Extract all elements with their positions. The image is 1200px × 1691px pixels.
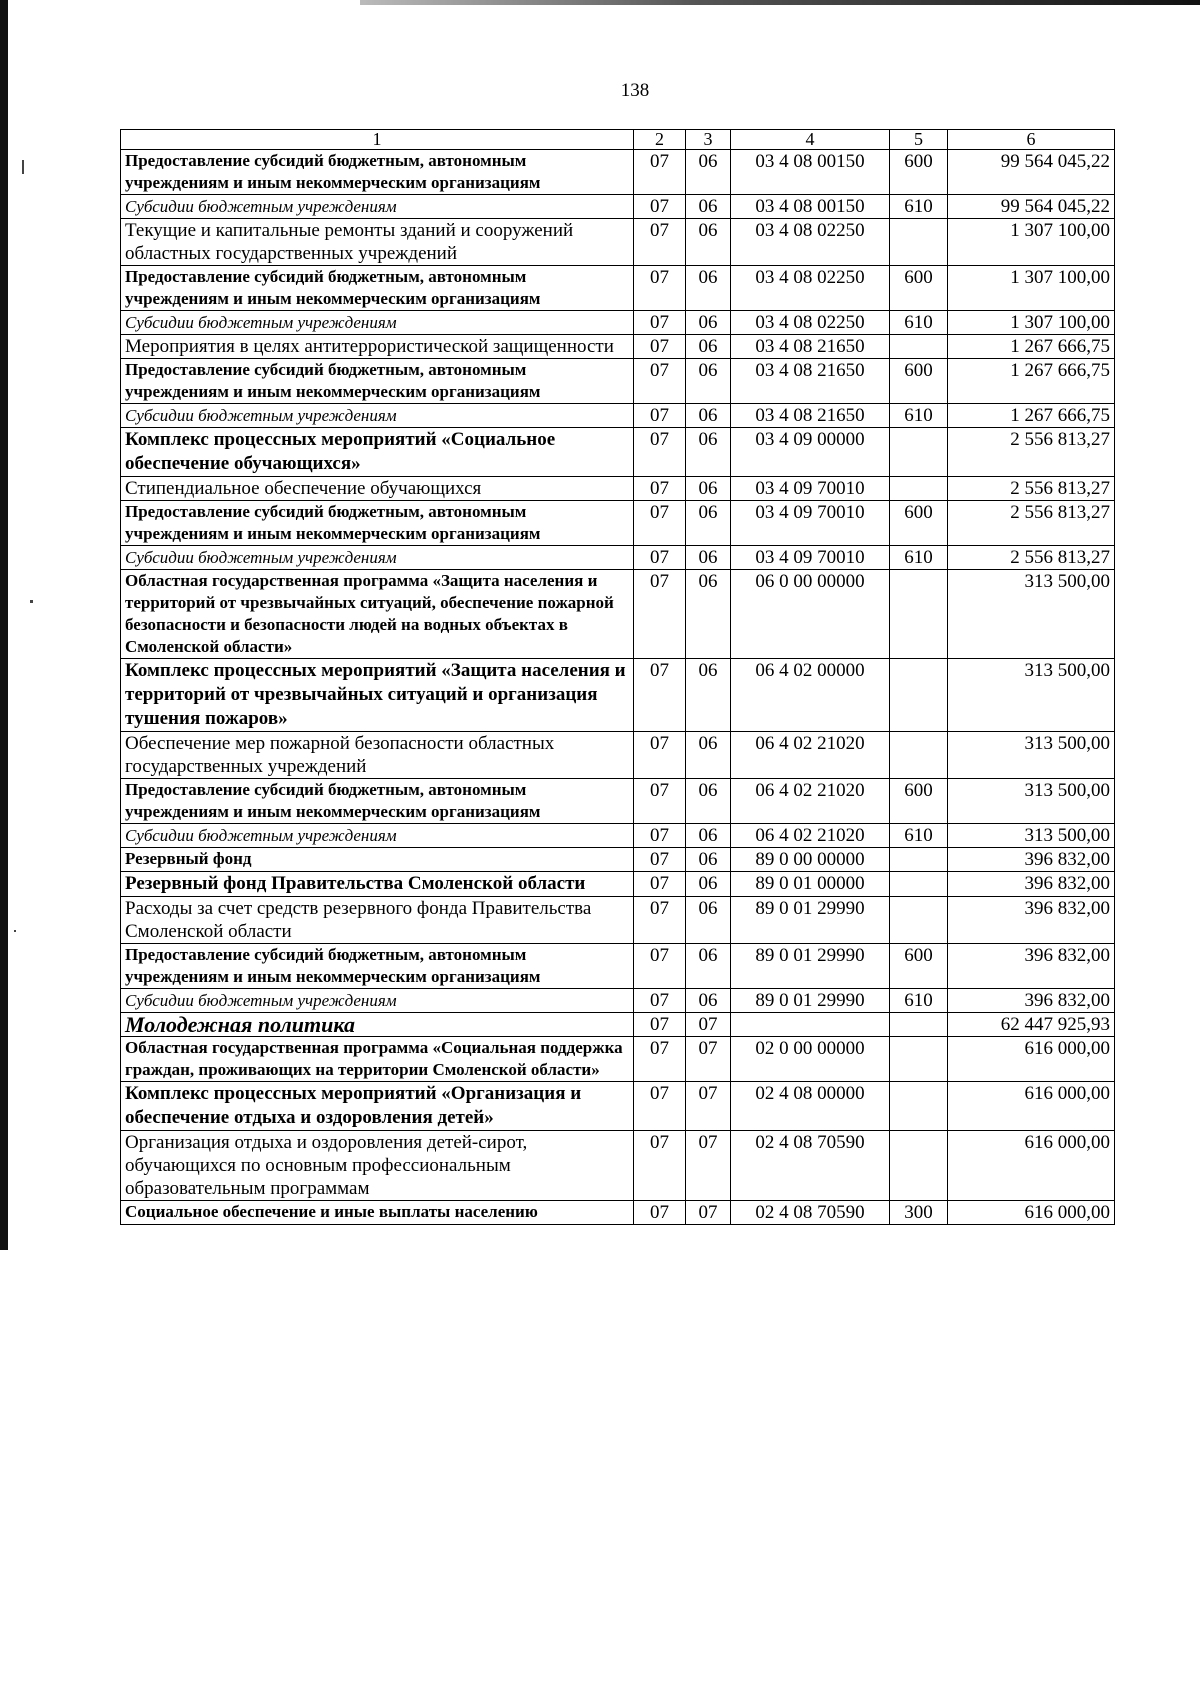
row-name: Субсидии бюджетным учреждениям <box>121 404 634 428</box>
row-name: Резервный фонд Правительства Смоленской области <box>121 872 634 897</box>
row-amount: 313 500,00 <box>948 570 1115 659</box>
row-name: Комплекс процессных мероприятий «Защита населения и территорий от чрезвычайных ситуаций и организация тушения пожаров» <box>121 659 634 732</box>
row-subsection: 06 <box>686 219 731 266</box>
row-target-article: 02 4 08 70590 <box>731 1131 890 1201</box>
scan-speck <box>30 600 33 603</box>
row-name: Субсидии бюджетным учреждениям <box>121 989 634 1013</box>
row-name: Комплекс процессных мероприятий «Социальное обеспечение обучающихся» <box>121 428 634 477</box>
row-amount: 396 832,00 <box>948 897 1115 944</box>
row-subsection: 07 <box>686 1037 731 1082</box>
row-target-article: 03 4 08 02250 <box>731 311 890 335</box>
row-amount: 2 556 813,27 <box>948 428 1115 477</box>
row-amount: 616 000,00 <box>948 1082 1115 1131</box>
row-target-article: 02 4 08 70590 <box>731 1201 890 1225</box>
table-row <box>121 848 1115 872</box>
row-subsection: 06 <box>686 659 731 732</box>
row-amount: 2 556 813,27 <box>948 477 1115 501</box>
row-expense-type <box>890 1131 948 1201</box>
table-row <box>121 266 1115 311</box>
row-expense-type: 300 <box>890 1201 948 1225</box>
table-row <box>121 546 1115 570</box>
row-target-article: 03 4 08 21650 <box>731 335 890 359</box>
row-section: 07 <box>634 848 686 872</box>
row-section: 07 <box>634 359 686 404</box>
row-section: 07 <box>634 477 686 501</box>
row-section: 07 <box>634 897 686 944</box>
row-amount: 396 832,00 <box>948 944 1115 989</box>
row-section: 07 <box>634 1013 686 1037</box>
row-section: 07 <box>634 1131 686 1201</box>
row-subsection: 06 <box>686 897 731 944</box>
row-expense-type: 610 <box>890 404 948 428</box>
row-amount: 1 307 100,00 <box>948 311 1115 335</box>
row-target-article: 06 0 00 00000 <box>731 570 890 659</box>
row-subsection: 07 <box>686 1201 731 1225</box>
row-subsection: 06 <box>686 404 731 428</box>
row-section: 07 <box>634 570 686 659</box>
row-amount: 396 832,00 <box>948 848 1115 872</box>
row-subsection: 06 <box>686 477 731 501</box>
table-row <box>121 219 1115 266</box>
row-expense-type <box>890 477 948 501</box>
row-name: Предоставление субсидий бюджетным, автономным учреждениям и иным некоммерческим организациям <box>121 779 634 824</box>
table-row <box>121 311 1115 335</box>
row-subsection: 07 <box>686 1082 731 1131</box>
row-target-article: 03 4 09 70010 <box>731 477 890 501</box>
row-expense-type <box>890 428 948 477</box>
table-row <box>121 335 1115 359</box>
row-subsection: 07 <box>686 1131 731 1201</box>
row-amount: 313 500,00 <box>948 779 1115 824</box>
row-section: 07 <box>634 501 686 546</box>
row-target-article: 03 4 09 00000 <box>731 428 890 477</box>
row-section: 07 <box>634 404 686 428</box>
row-section: 07 <box>634 335 686 359</box>
row-name: Субсидии бюджетным учреждениям <box>121 195 634 219</box>
row-expense-type <box>890 1082 948 1131</box>
row-amount: 616 000,00 <box>948 1037 1115 1082</box>
row-expense-type <box>890 732 948 779</box>
row-section: 07 <box>634 989 686 1013</box>
table-row <box>121 1131 1115 1201</box>
row-target-article: 06 4 02 21020 <box>731 732 890 779</box>
row-expense-type <box>890 219 948 266</box>
table-row <box>121 779 1115 824</box>
row-amount: 1 307 100,00 <box>948 219 1115 266</box>
row-name: Текущие и капитальные ремонты зданий и сооружений областных государственных учреждений <box>121 219 634 266</box>
row-expense-type: 610 <box>890 824 948 848</box>
row-target-article: 03 4 08 02250 <box>731 219 890 266</box>
row-section: 07 <box>634 1037 686 1082</box>
row-expense-type: 600 <box>890 501 948 546</box>
row-amount: 1 307 100,00 <box>948 266 1115 311</box>
row-name: Мероприятия в целях антитеррористической защищенности <box>121 335 634 359</box>
row-amount: 313 500,00 <box>948 824 1115 848</box>
table-row <box>121 732 1115 779</box>
row-expense-type <box>890 335 948 359</box>
column-number: 2 <box>634 130 686 150</box>
row-target-article: 03 4 08 21650 <box>731 359 890 404</box>
row-subsection: 06 <box>686 848 731 872</box>
row-section: 07 <box>634 195 686 219</box>
table-row <box>121 1082 1115 1131</box>
row-section: 07 <box>634 1201 686 1225</box>
column-number-row <box>121 130 1115 150</box>
table-row <box>121 1201 1115 1225</box>
row-subsection: 06 <box>686 266 731 311</box>
row-expense-type: 600 <box>890 944 948 989</box>
row-amount: 62 447 925,93 <box>948 1013 1115 1037</box>
row-target-article: 03 4 08 00150 <box>731 195 890 219</box>
row-subsection: 06 <box>686 872 731 897</box>
row-section: 07 <box>634 659 686 732</box>
table-row <box>121 359 1115 404</box>
row-target-article: 03 4 08 21650 <box>731 404 890 428</box>
table-row <box>121 150 1115 195</box>
row-expense-type: 600 <box>890 779 948 824</box>
row-subsection: 06 <box>686 944 731 989</box>
table-row <box>121 659 1115 732</box>
row-section: 07 <box>634 546 686 570</box>
row-name: Субсидии бюджетным учреждениям <box>121 546 634 570</box>
row-target-article: 02 4 08 00000 <box>731 1082 890 1131</box>
row-amount: 396 832,00 <box>948 989 1115 1013</box>
row-section: 07 <box>634 219 686 266</box>
row-expense-type <box>890 872 948 897</box>
table-row <box>121 944 1115 989</box>
table-row <box>121 989 1115 1013</box>
row-subsection: 07 <box>686 1013 731 1037</box>
row-expense-type: 600 <box>890 266 948 311</box>
column-number: 1 <box>121 130 634 150</box>
row-subsection: 06 <box>686 546 731 570</box>
table-row <box>121 195 1115 219</box>
row-target-article: 89 0 01 29990 <box>731 944 890 989</box>
table-row <box>121 824 1115 848</box>
row-section: 07 <box>634 428 686 477</box>
row-amount: 616 000,00 <box>948 1131 1115 1201</box>
table-row <box>121 477 1115 501</box>
row-target-article: 03 4 09 70010 <box>731 546 890 570</box>
row-amount: 2 556 813,27 <box>948 546 1115 570</box>
row-amount: 2 556 813,27 <box>948 501 1115 546</box>
row-name: Предоставление субсидий бюджетным, автономным учреждениям и иным некоммерческим организациям <box>121 944 634 989</box>
row-subsection: 06 <box>686 311 731 335</box>
row-subsection: 06 <box>686 501 731 546</box>
row-section: 07 <box>634 1082 686 1131</box>
row-name: Предоставление субсидий бюджетным, автономным учреждениям и иным некоммерческим организациям <box>121 359 634 404</box>
row-name: Расходы за счет средств резервного фонда Правительства Смоленской области <box>121 897 634 944</box>
row-amount: 1 267 666,75 <box>948 404 1115 428</box>
row-expense-type: 610 <box>890 546 948 570</box>
row-target-article: 06 4 02 21020 <box>731 824 890 848</box>
column-number: 4 <box>731 130 890 150</box>
row-subsection: 06 <box>686 335 731 359</box>
row-name: Комплекс процессных мероприятий «Организация и обеспечение отдыха и оздоровления детей» <box>121 1082 634 1131</box>
budget-table-body <box>121 130 1115 1225</box>
row-expense-type <box>890 1013 948 1037</box>
table-row <box>121 872 1115 897</box>
row-target-article: 06 4 02 00000 <box>731 659 890 732</box>
row-name: Молодежная политика <box>121 1013 634 1037</box>
row-name: Организация отдыха и оздоровления детей-сирот, обучающихся по основным профессиональным образовательным программам <box>121 1131 634 1201</box>
row-amount: 396 832,00 <box>948 872 1115 897</box>
row-expense-type: 610 <box>890 311 948 335</box>
row-expense-type: 600 <box>890 150 948 195</box>
row-subsection: 06 <box>686 359 731 404</box>
row-expense-type: 600 <box>890 359 948 404</box>
row-section: 07 <box>634 266 686 311</box>
scan-speck <box>14 930 16 932</box>
row-subsection: 06 <box>686 150 731 195</box>
row-subsection: 06 <box>686 824 731 848</box>
row-expense-type: 610 <box>890 989 948 1013</box>
row-subsection: 06 <box>686 989 731 1013</box>
row-name: Предоставление субсидий бюджетным, автономным учреждениям и иным некоммерческим организациям <box>121 266 634 311</box>
row-amount: 99 564 045,22 <box>948 150 1115 195</box>
row-target-article: 03 4 08 02250 <box>731 266 890 311</box>
table-row <box>121 1037 1115 1082</box>
row-section: 07 <box>634 872 686 897</box>
scan-edge <box>0 0 8 1250</box>
row-subsection: 06 <box>686 195 731 219</box>
row-name: Субсидии бюджетным учреждениям <box>121 824 634 848</box>
row-target-article: 89 0 01 29990 <box>731 897 890 944</box>
row-name: Областная государственная программа «Защита населения и территорий от чрезвычайных ситуаций, обеспечение пожарной безопасности и безопасности людей на водных объектах в Смоленской области» <box>121 570 634 659</box>
row-target-article: 89 0 01 00000 <box>731 872 890 897</box>
row-expense-type <box>890 897 948 944</box>
row-name: Социальное обеспечение и иные выплаты населению <box>121 1201 634 1225</box>
table-row <box>121 897 1115 944</box>
row-target-article: 03 4 09 70010 <box>731 501 890 546</box>
row-amount: 99 564 045,22 <box>948 195 1115 219</box>
row-subsection: 06 <box>686 428 731 477</box>
scan-speck <box>22 160 24 174</box>
row-section: 07 <box>634 944 686 989</box>
row-expense-type <box>890 1037 948 1082</box>
row-section: 07 <box>634 150 686 195</box>
row-target-article: 89 0 01 29990 <box>731 989 890 1013</box>
scan-top-edge <box>360 0 1200 5</box>
row-expense-type: 610 <box>890 195 948 219</box>
row-target-article: 89 0 00 00000 <box>731 848 890 872</box>
row-section: 07 <box>634 732 686 779</box>
row-section: 07 <box>634 824 686 848</box>
row-subsection: 06 <box>686 779 731 824</box>
row-name: Стипендиальное обеспечение обучающихся <box>121 477 634 501</box>
table-row <box>121 570 1115 659</box>
row-name: Предоставление субсидий бюджетным, автономным учреждениям и иным некоммерческим организациям <box>121 501 634 546</box>
column-number: 6 <box>948 130 1115 150</box>
column-number: 3 <box>686 130 731 150</box>
row-subsection: 06 <box>686 732 731 779</box>
table-row <box>121 1013 1115 1037</box>
row-expense-type <box>890 659 948 732</box>
row-amount: 1 267 666,75 <box>948 359 1115 404</box>
column-number: 5 <box>890 130 948 150</box>
row-section: 07 <box>634 779 686 824</box>
budget-table <box>120 129 1115 1225</box>
row-amount: 313 500,00 <box>948 732 1115 779</box>
row-amount: 313 500,00 <box>948 659 1115 732</box>
row-subsection: 06 <box>686 570 731 659</box>
row-name: Предоставление субсидий бюджетным, автономным учреждениям и иным некоммерческим организациям <box>121 150 634 195</box>
row-target-article: 03 4 08 00150 <box>731 150 890 195</box>
row-amount: 616 000,00 <box>948 1201 1115 1225</box>
row-name: Субсидии бюджетным учреждениям <box>121 311 634 335</box>
table-row <box>121 404 1115 428</box>
table-row <box>121 428 1115 477</box>
row-target-article: 06 4 02 21020 <box>731 779 890 824</box>
row-name: Областная государственная программа «Социальная поддержка граждан, проживающих на территории Смоленской области» <box>121 1037 634 1082</box>
row-expense-type <box>890 570 948 659</box>
row-target-article <box>731 1013 890 1037</box>
row-amount: 1 267 666,75 <box>948 335 1115 359</box>
row-section: 07 <box>634 311 686 335</box>
row-name: Обеспечение мер пожарной безопасности областных государственных учреждений <box>121 732 634 779</box>
table-row <box>121 501 1115 546</box>
row-expense-type <box>890 848 948 872</box>
row-target-article: 02 0 00 00000 <box>731 1037 890 1082</box>
row-name: Резервный фонд <box>121 848 634 872</box>
page-number: 138 <box>620 80 650 101</box>
